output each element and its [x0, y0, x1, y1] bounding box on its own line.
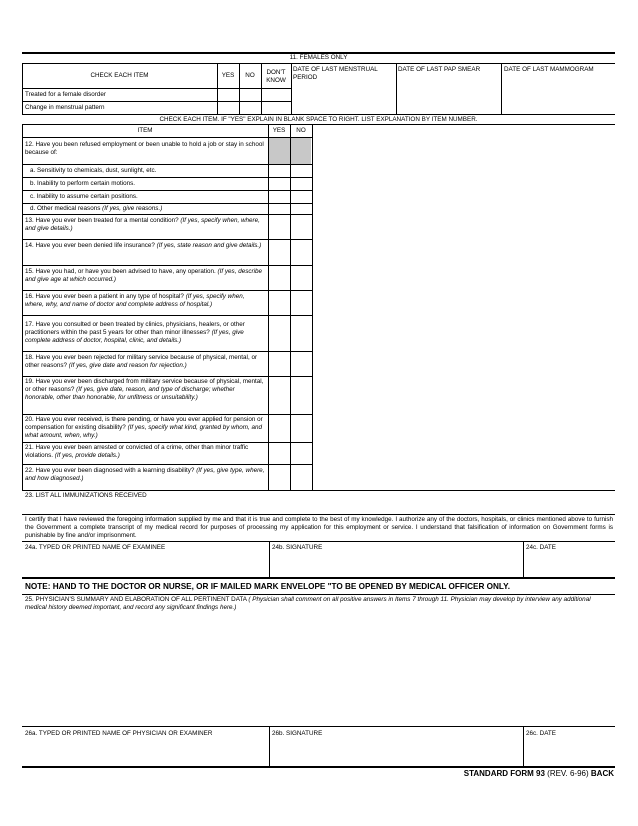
last-menstrual-header: DATE OF LAST MENSTRUAL PERIOD [293, 66, 378, 81]
question-16: 16. Have you ever been a patient in any type of hospital? (If yes, specify when, where, why, and name of doctor and complete address of hospital.) [25, 293, 245, 308]
rule [22, 101, 291, 102]
question-19: 19. Have you ever been discharged from military service because of physical, mental, or other reasons? (If yes, give date, reason, and type of discharge; whether honorable, other than honorable, for unfitness or unsuitability.) [25, 378, 264, 401]
rule [269, 541, 270, 577]
rule [291, 63, 292, 114]
item-header: ITEM [137, 127, 153, 134]
instructions-text: CHECK EACH ITEM. IF "YES" EXPLAIN IN BLANK SPACE TO RIGHT. LIST EXPLANATION BY ITEM NUMBER. [159, 116, 478, 123]
dont-know-header: DON'T KNOW [266, 69, 286, 84]
rule [22, 63, 23, 114]
examinee-signature-label: 24b. SIGNATURE [272, 544, 323, 551]
rule [22, 124, 23, 490]
rule [22, 514, 615, 515]
examinee-name-label: 24a. TYPED OR PRINTED NAME OF EXAMINEE [25, 544, 166, 551]
rule [22, 63, 615, 64]
mailing-note: NOTE: HAND TO THE DOCTOR OR NURSE, OR IF MAILED MARK ENVELOPE "TO BE OPENED BY MEDICAL OFFICER ONLY. [25, 582, 511, 591]
rule [22, 577, 615, 579]
physician-signature-label: 26b. SIGNATURE [272, 730, 323, 737]
question-12d: d. Other medical reasons (If yes, give reasons.) [30, 205, 163, 212]
rule [290, 124, 291, 490]
question-13: 13. Have you ever been treated for a mental condition? (If yes, specify when, where, and give details.) [25, 217, 260, 232]
rule [217, 63, 218, 114]
check-each-item-header: CHECK EACH ITEM [90, 72, 149, 79]
immunizations-label: 23. LIST ALL IMMUNIZATIONS RECEIVED [25, 492, 147, 499]
rule [396, 63, 397, 114]
female-row-1-label: Treated for a female disorder [25, 91, 106, 98]
question-12: 12. Have you been refused employment or been unable to hold a job or stay in school because of: [25, 141, 264, 156]
yes-column-header: YES [272, 127, 286, 134]
rule [22, 490, 615, 491]
rule [22, 594, 615, 595]
question-17: 17. Have you consulted or been treated by clinics, physicians, healers, or other practitioners within the past 5 years for other than minor illnesses? (If yes, give complete address of doctor, hospital, clinic, and details.) [25, 321, 245, 344]
question-14: 14. Have you ever been denied life insurance? (If yes, state reason and give details.) [25, 242, 262, 249]
question-18: 18. Have you ever been rejected for military service because of physical, mental, or other reasons? (If yes, give date and reason for rejection.) [25, 354, 258, 369]
physician-name-label: 26a. TYPED OR PRINTED NAME OF PHYSICIAN OR EXAMINER [25, 730, 213, 737]
question-12c: c. Inability to assume certain positions. [30, 193, 138, 200]
question-12b: b. Inability to perform certain motions. [30, 180, 135, 187]
physician-summary-label: 25. PHYSICIAN'S SUMMARY AND ELABORATION OF ALL PERTINENT DATA ( Physician shall comment on all positive answers in Items 7 through 11. Physician may develop by interview any additional medical history deemed important, and record any significant findings here.) [25, 596, 591, 611]
no-column-header: NO [296, 127, 306, 134]
rule [269, 726, 270, 766]
question-12a: a. Sensitivity to chemicals, dust, sunlight, etc. [30, 167, 157, 174]
female-row-2-label: Change in menstrual pattern [25, 104, 105, 111]
question-15: 15. Have you had, or have you been advised to have, any operation. (If yes, describe and give age at which occurred.) [25, 268, 262, 283]
rule [523, 726, 524, 766]
rule [261, 63, 262, 114]
rule [523, 541, 524, 577]
last-mammogram-header: DATE OF LAST MAMMOGRAM [504, 66, 594, 73]
rule [501, 63, 502, 114]
rule [22, 124, 615, 125]
last-pap-header: DATE OF LAST PAP SMEAR [398, 66, 481, 73]
examinee-date-label: 24c. DATE [526, 544, 556, 551]
rule [22, 541, 615, 542]
physician-date-label: 26c. DATE [526, 730, 556, 737]
rule [22, 726, 615, 727]
yes-header: YES [221, 72, 235, 79]
question-21: 21. Have you ever been arrested or convicted of a crime, other than minor traffic violations. (If yes, provide details.) [25, 444, 249, 459]
rule [22, 114, 615, 115]
question-20: 20. Have you ever received, is there pending, or have you ever applied for pension or compensation for existing disability? (If yes, specify what kind, granted by whom, and what amount, when, why.) [25, 416, 263, 439]
question-22: 22. Have you ever been diagnosed with a learning disability? (If yes, give type, where, and how diagnosed.) [25, 467, 265, 482]
form-footer: STANDARD FORM 93 (REV. 6-96) BACK [463, 769, 614, 778]
no-header: NO [245, 72, 255, 79]
females-section-title: 11. FEMALES ONLY [289, 54, 348, 61]
certification-text: I certify that I have reviewed the foregoing information supplied by me and that it is true and complete to the best of my knowledge. I authorize any of the doctors, hospitals, or clinics mentioned above to furnish the Government a complete transcript of my medical record for purposes of processing my application for this employment or service. I understand that falsification of information on Government forms is punishable by fine and/or imprisonment. [25, 516, 613, 539]
rule [22, 88, 291, 89]
rule [268, 124, 269, 490]
rule [312, 124, 313, 490]
rule [22, 766, 615, 768]
rule [239, 63, 240, 114]
